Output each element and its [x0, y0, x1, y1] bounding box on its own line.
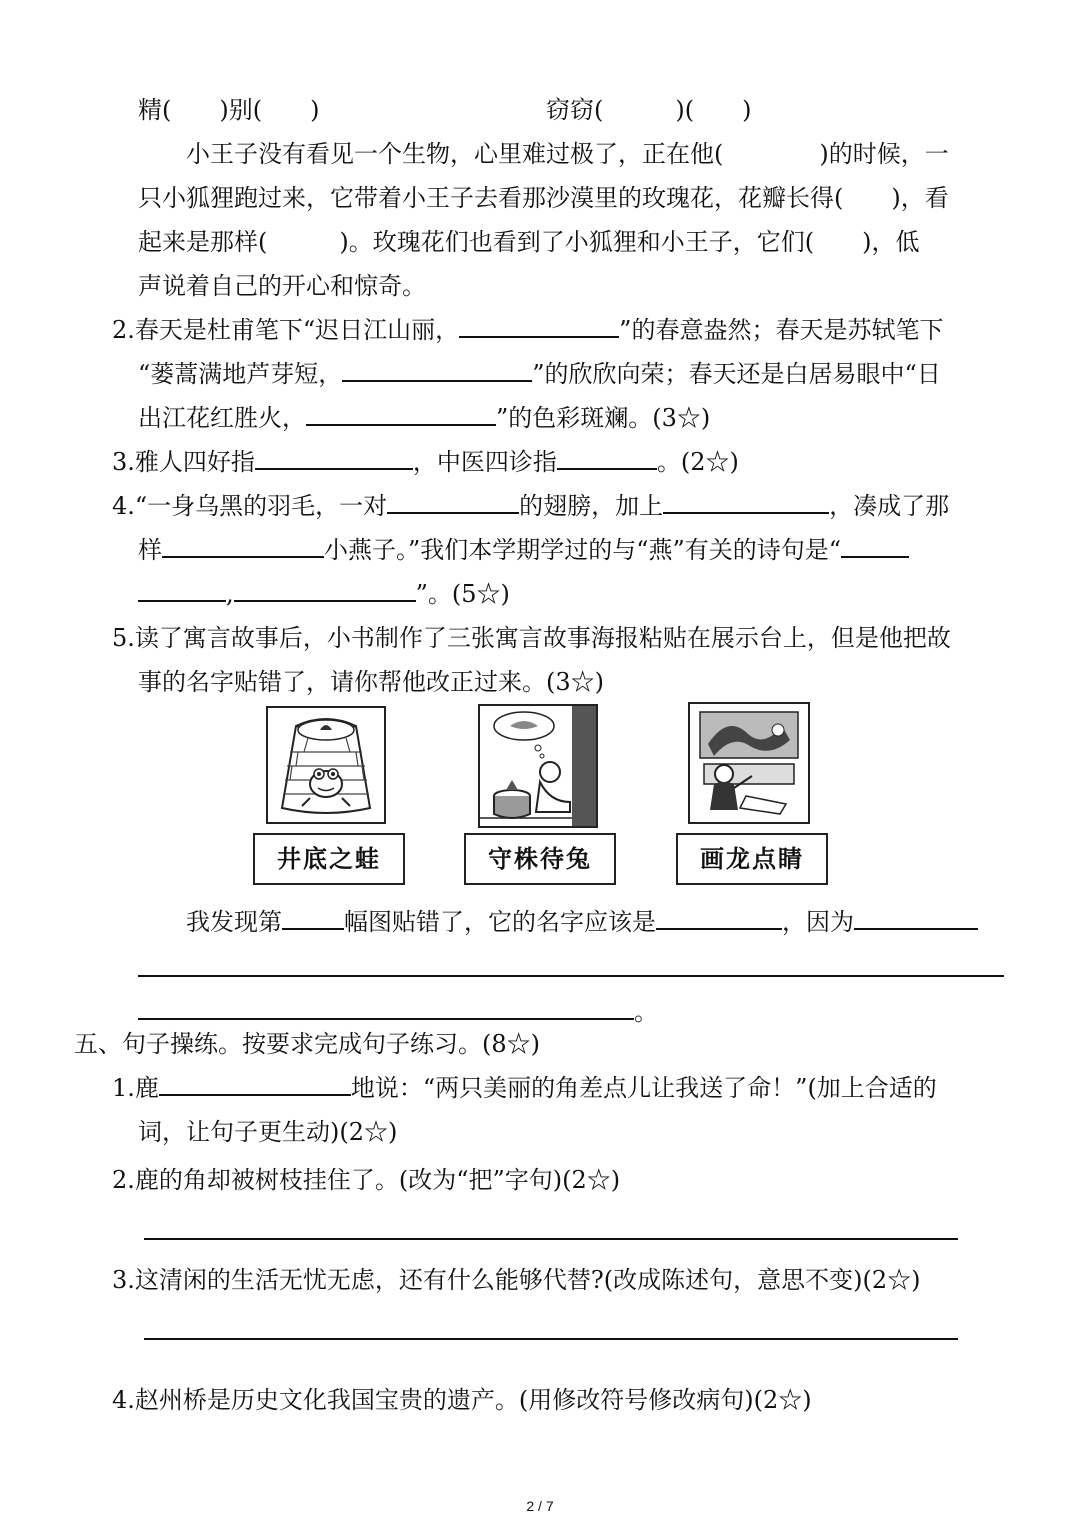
q5-period: 。: [634, 998, 658, 1026]
paragraph-line-2: 只小狐狸跑过来，它带着小王子去看那沙漠里的玫瑰花，花瓣长得( )，看: [138, 184, 949, 212]
q4-text-e: 小燕子。”我们本学期学过的与“燕”有关的诗句是“: [324, 536, 842, 564]
q5-answer-line: [186, 906, 978, 938]
q4-blank-2[interactable]: [663, 490, 829, 514]
q2-line-3: [138, 402, 710, 434]
q5-line-2: 事的名字贴错了，请你帮他改正过来。(3☆): [138, 668, 604, 696]
s3-answer-rule[interactable]: [144, 1338, 958, 1340]
q4-line-2: [138, 534, 909, 566]
q3-text-b: ，中医四诊指: [412, 448, 557, 476]
poster-label-1: 井底之蛙: [253, 833, 405, 885]
s1-text-a: 1.鹿: [112, 1074, 159, 1102]
q4-blank-4[interactable]: [841, 534, 909, 558]
q2-line-1: [112, 314, 943, 346]
q2-blank-3[interactable]: [306, 402, 496, 426]
q2-blank-1[interactable]: [459, 314, 619, 338]
q5-ans-text-a: 我发现第: [186, 908, 282, 936]
stump-waiting-picture: [478, 704, 598, 828]
q2-text-b: ”的春意盎然；春天是苏轼笔下: [619, 316, 944, 344]
q4-line-1: [112, 490, 949, 522]
q2-text-d: ”的欣欣向荣；春天还是白居易眼中“日: [532, 360, 941, 388]
q3-text-a: 3.雅人四好指: [112, 448, 255, 476]
q3-line: [112, 446, 739, 478]
s1-text-b: 地说：“两只美丽的角差点儿让我送了命！”(加上合适的: [350, 1074, 937, 1102]
q2-line-2: [138, 358, 941, 390]
paragraph-line-3: 起来是那样( )。玫瑰花们也看到了小狐狸和小王子，它们( )，低: [138, 228, 920, 256]
q4-text-f: ”。(5☆): [415, 580, 510, 608]
char-pair-jing-bie: 精( )别( ): [138, 96, 320, 124]
q3-blank-1[interactable]: [255, 446, 413, 470]
section-5-title: 五、句子操练。按要求完成句子练习。(8☆): [74, 1030, 540, 1058]
q4-text-d: 样: [138, 536, 162, 564]
q2-text-c: “蒌蒿满地芦芽短，: [138, 360, 343, 388]
poster-label-2: 守株待兔: [464, 833, 616, 885]
q3-text-c: 。(2☆): [656, 448, 739, 476]
q4-blank-3[interactable]: [162, 534, 324, 558]
page-number: 2 / 7: [526, 1498, 554, 1514]
q2-blank-2[interactable]: [342, 358, 532, 382]
q2-text-f: ”的色彩斑斓。(3☆): [496, 404, 711, 432]
poster-label-3: 画龙点睛: [676, 833, 828, 885]
q4-blank-5[interactable]: [138, 578, 226, 602]
q4-blank-6[interactable]: [234, 578, 416, 602]
s4-prompt: 4.赵州桥是历史文化我国宝贵的遗产。(用修改符号修改病句)(2☆): [112, 1386, 812, 1414]
paragraph-line-4: 声说着自己的开心和惊奇。: [138, 272, 426, 300]
s2-prompt: 2.鹿的角却被树枝挂住了。(改为“把”字句)(2☆): [112, 1166, 621, 1194]
s2-answer-rule[interactable]: [144, 1238, 958, 1240]
s1-line-2: 词，让句子更生动)(2☆): [138, 1118, 398, 1146]
q5-answer-rule-2[interactable]: [138, 1018, 634, 1020]
q4-line-3: [138, 578, 510, 610]
q4-comma: ,: [226, 580, 234, 608]
s3-prompt: 3.这清闲的生活无忧无虑，还有什么能够代替?(改成陈述句，意思不变)(2☆): [112, 1266, 921, 1294]
frog-in-well-picture: [266, 706, 386, 824]
q4-text-c: ，凑成了那: [829, 492, 950, 520]
s1-blank[interactable]: [159, 1072, 351, 1096]
q4-text-a: 4.“一身乌黑的羽毛，一对: [112, 492, 388, 520]
q5-answer-rule-1[interactable]: [138, 975, 1004, 977]
painting-dragon-picture: [688, 702, 810, 824]
paragraph-line-1: 小王子没有看见一个生物，心里难过极了，正在他( )的时候，一: [186, 140, 949, 168]
q5-blank-name[interactable]: [656, 906, 782, 930]
q4-blank-1[interactable]: [387, 490, 519, 514]
q4-text-b: 的翅膀，加上: [519, 492, 664, 520]
q2-text-a: 2.春天是杜甫笔下“迟日江山丽，: [112, 316, 460, 344]
s1-line-1: [112, 1072, 937, 1104]
q2-text-e: 出江花红胜火，: [138, 404, 306, 432]
q3-blank-2[interactable]: [557, 446, 657, 470]
q5-ans-text-b: 幅图贴错了，它的名字应该是: [344, 908, 656, 936]
q5-line-1: 5.读了寓言故事后，小书制作了三张寓言故事海报粘贴在展示台上，但是他把故: [112, 624, 951, 652]
char-pair-qieqie: 窃窃( )( ): [546, 96, 752, 124]
q5-blank-number[interactable]: [282, 906, 344, 930]
q5-ans-text-c: ，因为: [782, 908, 854, 936]
q5-blank-reason[interactable]: [854, 906, 978, 930]
